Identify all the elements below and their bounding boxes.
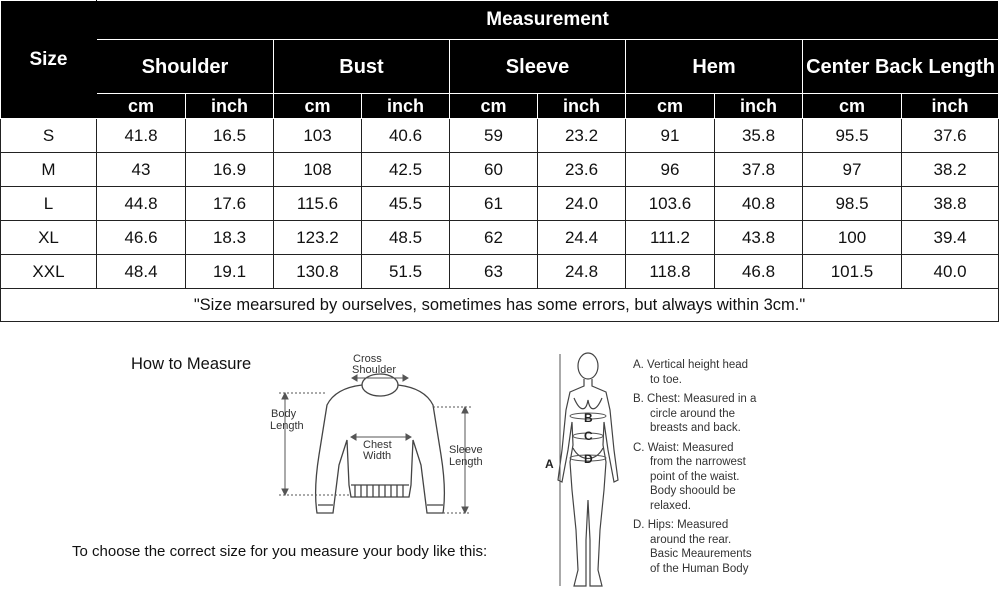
unit-header-cm: cm [274,94,362,119]
label-chest: Chest [363,439,392,451]
size-cell: XL [1,221,97,255]
value-cell: 100 [803,221,902,255]
value-cell: 91 [626,119,715,153]
value-cell: 123.2 [274,221,362,255]
value-cell: 98.5 [803,187,902,221]
unit-header-cm: cm [626,94,715,119]
value-cell: 46.8 [715,255,803,289]
label-width: Width [363,450,392,462]
value-cell: 39.4 [902,221,999,255]
value-cell: 48.5 [362,221,450,255]
value-cell: 61 [450,187,538,221]
value-cell: 41.8 [97,119,186,153]
value-cell: 63 [450,255,538,289]
value-cell: 45.5 [362,187,450,221]
size-cell: L [1,187,97,221]
value-cell: 59 [450,119,538,153]
value-cell: 38.2 [902,153,999,187]
table-row [1,221,999,255]
value-cell: 17.6 [186,187,274,221]
legend-item-b: B. Chest: Measured in a circle around the breasts and back. [633,393,757,434]
legend-item-a: A. Vertical height head to toe. [633,359,749,386]
label-body: Body [271,408,297,420]
choose-size-instruction: To choose the correct size for you measure your body like this: [72,543,488,560]
table-row [1,187,999,221]
label-cross: Cross [353,353,382,365]
value-cell: 46.6 [97,221,186,255]
unit-header-inch: inch [715,94,803,119]
value-cell: 60 [450,153,538,187]
body-outline [558,353,618,586]
value-cell: 118.8 [626,255,715,289]
size-cell: S [1,119,97,153]
value-cell: 97 [803,153,902,187]
value-cell: 44.8 [97,187,186,221]
value-cell: 23.2 [538,119,626,153]
label-sleeve-length: Length [449,456,483,468]
value-cell: 19.1 [186,255,274,289]
table-row [1,153,999,187]
value-cell: 103.6 [626,187,715,221]
table-row [1,119,999,153]
body-letter-a: A [545,457,554,471]
value-cell: 130.8 [274,255,362,289]
unit-header-inch: inch [362,94,450,119]
value-cell: 23.6 [538,153,626,187]
value-cell: 103 [274,119,362,153]
value-cell: 35.8 [715,119,803,153]
value-cell: 37.8 [715,153,803,187]
measurement-note: "Size mearsured by ourselves, sometimes has some errors, but always within 3cm." [1,289,999,322]
body-measurement-legend [633,358,813,581]
table-row [1,255,999,289]
value-cell: 43 [97,153,186,187]
value-cell: 40.8 [715,187,803,221]
value-cell: 48.4 [97,255,186,289]
unit-header-cm: cm [803,94,902,119]
value-cell: 16.9 [186,153,274,187]
value-cell: 24.0 [538,187,626,221]
value-cell: 101.5 [803,255,902,289]
value-cell: 115.6 [274,187,362,221]
unit-header-inch: inch [902,94,999,119]
value-cell: 95.5 [803,119,902,153]
value-cell: 111.2 [626,221,715,255]
legend-item-d: D. Hips: Measured around the rear. Basic Meaurements of the Human Body [633,519,752,575]
size-column-header: Size [1,1,97,119]
group-header-sleeve: Sleeve [450,40,626,94]
label-body-length: Length [270,420,304,432]
legend-item-c: C. Waist: Measured from the narrowest point of the waist. Body shoould be relaxed. [633,441,746,512]
value-cell: 43.8 [715,221,803,255]
body-letter-b: B [584,411,593,425]
value-cell: 108 [274,153,362,187]
value-cell: 40.6 [362,119,450,153]
body-diagram [540,350,630,595]
size-cell: M [1,153,97,187]
value-cell: 18.3 [186,221,274,255]
value-cell: 96 [626,153,715,187]
size-cell: XXL [1,255,97,289]
how-to-measure-title: How to Measure [131,355,252,373]
unit-header-cm: cm [97,94,186,119]
value-cell: 24.8 [538,255,626,289]
table-header [1,1,999,119]
value-cell: 38.8 [902,187,999,221]
value-cell: 16.5 [186,119,274,153]
unit-header-cm: cm [450,94,538,119]
measurement-header: Measurement [97,1,999,40]
group-header-bust: Bust [274,40,450,94]
group-header-hem: Hem [626,40,803,94]
body-letter-d: D [584,452,593,466]
group-header-center-back-length: Center Back Length [803,40,999,94]
value-cell: 42.5 [362,153,450,187]
value-cell: 40.0 [902,255,999,289]
unit-header-inch: inch [538,94,626,119]
unit-header-inch: inch [186,94,274,119]
value-cell: 51.5 [362,255,450,289]
label-shoulder: Shoulder [352,364,397,376]
value-cell: 62 [450,221,538,255]
table-body [1,119,999,289]
body-letter-c: C [584,429,593,443]
group-header-shoulder: Shoulder [97,40,274,94]
value-cell: 37.6 [902,119,999,153]
label-sleeve: Sleeve [449,444,483,456]
sweater-diagram [255,345,505,520]
value-cell: 24.4 [538,221,626,255]
